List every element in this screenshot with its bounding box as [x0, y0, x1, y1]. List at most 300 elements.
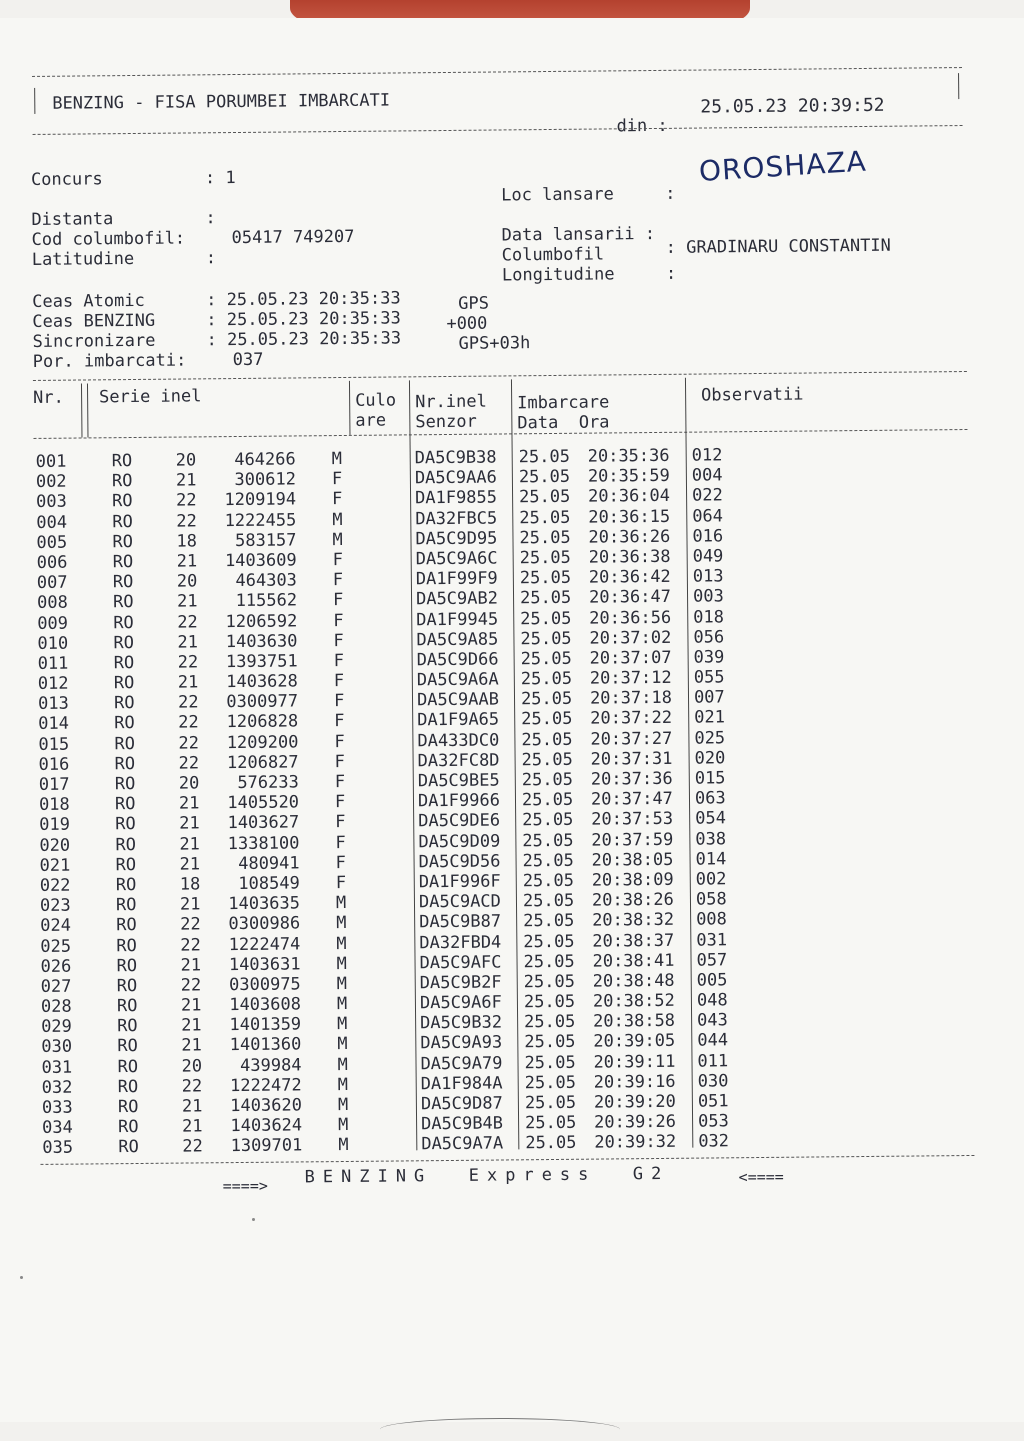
- cell-observation: 057: [696, 950, 727, 970]
- table-bottom-rule: [40, 1155, 974, 1165]
- cell-sensor-tag: DA5C9B4B: [421, 1114, 503, 1135]
- cell-sensor-tag: DA1F996F: [419, 871, 501, 892]
- cell-ring-year: 22: [176, 511, 197, 531]
- cell-ring-number: 1222474: [212, 934, 300, 955]
- columbofil-label: Columbofil: [502, 244, 605, 265]
- cell-board-time: 20:38:41: [592, 951, 674, 972]
- cell-board-date: 25.05: [519, 467, 570, 488]
- cell-ring-year: 18: [176, 531, 197, 551]
- cell-board-date: 25.05: [523, 911, 574, 932]
- cell-observation: 005: [697, 970, 728, 990]
- cell-ring-number: 0300986: [212, 914, 300, 935]
- cell-board-date: 25.05: [524, 992, 575, 1013]
- cell-country-code: RO: [116, 875, 137, 895]
- cell-board-time: 20:39:16: [594, 1072, 676, 1093]
- cell-country-code: RO: [112, 512, 133, 532]
- cell-ring-year: 22: [178, 713, 199, 733]
- cell-observation: 055: [694, 667, 725, 687]
- cell-ring-number: 1309701: [214, 1136, 302, 1157]
- cell-sensor-tag: DA32FBC5: [415, 508, 497, 529]
- cell-ring-number: 1403608: [213, 994, 301, 1015]
- cell-ring-number: 1338100: [211, 833, 299, 854]
- sincronizare-label: Sincronizare: [32, 331, 155, 352]
- cell-observation: 015: [695, 768, 726, 788]
- cell-country-code: RO: [112, 471, 133, 491]
- cell-country-code: RO: [115, 774, 136, 794]
- cell-board-time: 20:36:04: [588, 486, 670, 507]
- cell-row-number: 011: [38, 654, 69, 674]
- cell-row-number: 034: [42, 1118, 73, 1138]
- cell-ring-year: 22: [179, 753, 200, 773]
- footer-arrow-right: <====: [739, 1167, 784, 1188]
- cell-board-time: 20:37:18: [590, 688, 672, 709]
- cell-country-code: RO: [114, 693, 135, 713]
- sep-serie: [349, 381, 351, 435]
- cell-country-code: RO: [118, 1137, 139, 1157]
- din-label: din :: [616, 116, 667, 137]
- cell-ring-number: 439984: [213, 1055, 301, 1076]
- cell-row-number: 002: [36, 472, 67, 492]
- col-observatii-header: Observatii: [701, 385, 804, 406]
- cell-ring-number: 1403635: [212, 894, 300, 915]
- cell-row-number: 033: [42, 1098, 73, 1118]
- cell-row-number: 020: [39, 835, 70, 855]
- cell-ring-number: 1222455: [208, 510, 296, 531]
- cell-country-code: RO: [116, 855, 137, 875]
- cell-observation: 008: [696, 910, 727, 930]
- cell-board-date: 25.05: [519, 487, 570, 508]
- cell-sensor-tag: DA5C9A6A: [417, 670, 499, 691]
- cell-board-time: 20:37:12: [590, 668, 672, 689]
- cell-sensor-tag: DA5C9AFC: [419, 952, 501, 973]
- loc-lansare-colon: :: [665, 184, 675, 204]
- cell-sex: F: [333, 610, 343, 630]
- cell-observation: 064: [692, 506, 723, 526]
- cell-sex: F: [334, 651, 344, 671]
- cell-country-code: RO: [113, 613, 134, 633]
- cell-board-time: 20:39:26: [594, 1112, 676, 1133]
- cell-sex: M: [332, 530, 342, 550]
- sincronizare-suffix: GPS+03h: [459, 333, 531, 354]
- longitudine-colon: :: [666, 264, 676, 284]
- cell-country-code: RO: [113, 633, 134, 653]
- cell-sex: M: [332, 449, 342, 469]
- cell-board-date: 25.05: [525, 1073, 576, 1094]
- footer-brand: BENZING Express G2: [305, 1164, 670, 1188]
- cell-row-number: 001: [36, 452, 67, 472]
- cod-columbofil-label: Cod columbofil:: [31, 228, 185, 250]
- cell-sensor-tag: DA5C9A7A: [421, 1134, 503, 1155]
- cell-observation: 016: [692, 526, 723, 546]
- cell-ring-number: 1403609: [209, 550, 297, 571]
- cell-country-code: RO: [113, 552, 134, 572]
- cell-row-number: 030: [41, 1037, 72, 1057]
- col-nr-header: Nr.: [33, 388, 64, 408]
- cell-ring-year: 21: [182, 1096, 203, 1116]
- cell-ring-year: 22: [176, 491, 197, 511]
- ceas-benzing-suffix: +000: [446, 314, 487, 335]
- cell-row-number: 019: [39, 815, 70, 835]
- cell-row-number: 018: [39, 795, 70, 815]
- cell-sex: M: [338, 1075, 348, 1095]
- cell-observation: 013: [693, 566, 724, 586]
- porumbei-imbarcati-count: 037: [233, 350, 264, 370]
- sep-nr: [81, 383, 83, 437]
- cell-observation: 038: [695, 829, 726, 849]
- ceas-atomic-label: Ceas Atomic: [32, 291, 145, 312]
- cell-board-date: 25.05: [524, 972, 575, 993]
- cell-sensor-tag: DA5C9D95: [415, 528, 497, 549]
- cell-row-number: 028: [41, 997, 72, 1017]
- cell-board-time: 20:36:47: [589, 587, 671, 608]
- cell-row-number: 031: [41, 1057, 72, 1077]
- cell-country-code: RO: [117, 1057, 138, 1077]
- cell-ring-number: 0300977: [210, 692, 298, 713]
- cell-ring-number: 1405520: [211, 793, 299, 814]
- printout-paper: [0, 18, 1024, 1422]
- cell-observation: 003: [693, 587, 724, 607]
- cell-ring-number: 1403627: [211, 813, 299, 834]
- ceas-atomic-value: : 25.05.23 20:35:33: [206, 288, 401, 310]
- cell-board-date: 25.05: [522, 770, 573, 791]
- cell-board-date: 25.05: [521, 669, 572, 690]
- cell-ring-number: 1393751: [210, 651, 298, 672]
- cell-board-date: 25.05: [521, 689, 572, 710]
- cell-sex: F: [335, 833, 345, 853]
- cell-sex: M: [337, 1014, 347, 1034]
- cell-sex: F: [336, 873, 346, 893]
- cell-country-code: RO: [114, 673, 135, 693]
- cell-board-date: 25.05: [523, 951, 574, 972]
- concurs-label: Concurs: [31, 169, 103, 190]
- cell-observation: 014: [695, 849, 726, 869]
- cell-row-number: 007: [37, 573, 68, 593]
- cell-sex: M: [332, 510, 342, 530]
- cell-ring-number: 1206828: [210, 712, 298, 733]
- cell-board-time: 20:36:15: [588, 506, 670, 527]
- cell-board-date: 25.05: [522, 830, 573, 851]
- cell-row-number: 024: [40, 916, 71, 936]
- cell-board-time: 20:37:27: [590, 728, 672, 749]
- cell-country-code: RO: [115, 794, 136, 814]
- latitudine-colon: :: [206, 248, 216, 268]
- cell-ring-year: 22: [182, 1137, 203, 1157]
- cell-sensor-tag: DA5C9DE6: [418, 811, 500, 832]
- cell-ring-year: 21: [181, 995, 202, 1015]
- cell-observation: 049: [693, 546, 724, 566]
- cell-ring-number: 1209194: [208, 490, 296, 511]
- cell-ring-number: 1403628: [210, 672, 298, 693]
- cell-board-time: 20:38:52: [593, 991, 675, 1012]
- cell-row-number: 023: [40, 896, 71, 916]
- cell-sex: M: [336, 933, 346, 953]
- cell-ring-year: 21: [179, 834, 200, 854]
- cell-ring-number: 115562: [209, 591, 297, 612]
- cell-sex: F: [333, 590, 343, 610]
- sep-nr-2: [87, 383, 89, 437]
- cell-sex: M: [337, 974, 347, 994]
- latitudine-label: Latitudine: [32, 249, 135, 270]
- cell-observation: 018: [693, 607, 724, 627]
- cell-row-number: 022: [40, 876, 71, 896]
- cell-ring-year: 22: [180, 915, 201, 935]
- cell-board-date: 25.05: [521, 729, 572, 750]
- cell-sensor-tag: DA5C9D09: [418, 831, 500, 852]
- col-culoare-header-1: Culo: [355, 390, 396, 411]
- cell-observation: 030: [698, 1071, 729, 1091]
- cell-country-code: RO: [118, 1117, 139, 1137]
- cell-country-code: RO: [113, 572, 134, 592]
- cell-observation: 004: [692, 466, 723, 486]
- cell-board-date: 25.05: [523, 871, 574, 892]
- cell-sensor-tag: DA5C9AB2: [416, 589, 498, 610]
- cell-sex: F: [334, 732, 344, 752]
- cell-board-date: 25.05: [523, 931, 574, 952]
- cell-board-date: 25.05: [525, 1133, 576, 1154]
- cell-row-number: 008: [37, 593, 68, 613]
- cell-country-code: RO: [117, 996, 138, 1016]
- loc-lansare-label: Loc lansare: [501, 184, 614, 205]
- pigeon-table-body: [32, 452, 39, 1159]
- cell-ring-year: 22: [181, 975, 202, 995]
- cell-sensor-tag: DA433DC0: [417, 730, 499, 751]
- cell-ring-number: 300612: [208, 470, 296, 491]
- header-top-rule: [32, 67, 962, 77]
- cell-sensor-tag: DA1F9A65: [417, 710, 499, 731]
- cell-row-number: 027: [41, 977, 72, 997]
- cell-ring-number: 1403631: [212, 954, 300, 975]
- cell-sex: F: [334, 711, 344, 731]
- cell-ring-year: 22: [178, 693, 199, 713]
- benzing-report: [28, 65, 979, 1214]
- cell-row-number: 026: [40, 956, 71, 976]
- cell-ring-number: 1401360: [213, 1035, 301, 1056]
- cell-ring-year: 21: [179, 854, 200, 874]
- cell-board-date: 25.05: [522, 810, 573, 831]
- cell-sensor-tag: DA5C9B32: [420, 1013, 502, 1034]
- cell-country-code: RO: [118, 1097, 139, 1117]
- cell-board-date: 25.05: [520, 588, 571, 609]
- data-lansarii-label: Data lansarii :: [501, 224, 655, 246]
- cell-observation: 053: [698, 1112, 729, 1132]
- header-right-bar: [958, 73, 959, 99]
- cell-sex: F: [333, 631, 343, 651]
- cell-ring-year: 21: [179, 794, 200, 814]
- cell-board-time: 20:35:36: [588, 446, 670, 467]
- paper-speck: [252, 1218, 255, 1221]
- cell-sex: F: [334, 691, 344, 711]
- cell-row-number: 032: [42, 1077, 73, 1097]
- columbofil-value: : GRADINARU CONSTANTIN: [666, 236, 891, 258]
- cell-sex: F: [332, 469, 342, 489]
- table-header-rule: [33, 429, 967, 439]
- cell-observation: 043: [697, 1011, 728, 1031]
- cell-board-time: 20:36:38: [589, 547, 671, 568]
- cell-sensor-tag: DA5C9D87: [421, 1093, 503, 1114]
- cell-sex: M: [338, 1095, 348, 1115]
- cell-sensor-tag: DA5C9A85: [416, 629, 498, 650]
- cell-board-time: 20:39:20: [594, 1092, 676, 1113]
- cell-board-date: 25.05: [519, 447, 570, 468]
- cell-sex: F: [334, 671, 344, 691]
- cell-sex: M: [336, 893, 346, 913]
- cell-country-code: RO: [115, 754, 136, 774]
- cell-sensor-tag: DA1F984A: [421, 1073, 503, 1094]
- footer-arrow-left: ====>: [223, 1176, 268, 1197]
- cell-sex: F: [335, 752, 345, 772]
- cell-ring-year: 21: [178, 672, 199, 692]
- cod-columbofil-value: 05417 749207: [231, 227, 354, 248]
- paper-edge: [380, 1418, 620, 1441]
- distanta-colon: :: [205, 208, 215, 228]
- cell-row-number: 015: [38, 734, 69, 754]
- distanta-label: Distanta: [31, 209, 113, 230]
- header-bottom-rule: [33, 125, 963, 135]
- col-nrinel-header-1: Nr.inel: [415, 392, 487, 413]
- cell-board-time: 20:37:59: [591, 829, 673, 850]
- cell-country-code: RO: [116, 935, 137, 955]
- ceas-benzing-value: : 25.05.23 20:35:33: [206, 308, 401, 330]
- sincronizare-value: : 25.05.23 20:35:33: [206, 328, 401, 350]
- cell-sensor-tag: DA5C9A6F: [420, 993, 502, 1014]
- cell-board-time: 20:36:56: [589, 607, 671, 628]
- cell-sensor-tag: DA1F9966: [418, 791, 500, 812]
- cell-country-code: RO: [112, 451, 133, 471]
- cell-observation: 020: [695, 748, 726, 768]
- cell-ring-year: 21: [180, 955, 201, 975]
- cell-row-number: 003: [36, 492, 67, 512]
- cell-row-number: 014: [38, 714, 69, 734]
- cell-sex: M: [338, 1115, 348, 1135]
- table-top-rule: [33, 371, 967, 381]
- cell-observation: 002: [696, 869, 727, 889]
- cell-row-number: 005: [36, 532, 67, 552]
- cell-board-date: 25.05: [522, 851, 573, 872]
- cell-sensor-tag: DA5C9A6C: [416, 548, 498, 569]
- cell-sex: F: [335, 812, 345, 832]
- cell-row-number: 006: [37, 553, 68, 573]
- cell-observation: 054: [695, 809, 726, 829]
- report-title: BENZING - FISA PORUMBEI IMBARCATI: [52, 91, 390, 114]
- cell-ring-year: 21: [177, 632, 198, 652]
- cell-observation: 021: [694, 708, 725, 728]
- cell-board-time: 20:38:05: [591, 850, 673, 871]
- cell-ring-number: 1206592: [209, 611, 297, 632]
- cell-sensor-tag: DA5C9B2F: [420, 972, 502, 993]
- cell-board-time: 20:37:47: [591, 789, 673, 810]
- cell-board-time: 20:37:53: [591, 809, 673, 830]
- cell-board-date: 25.05: [522, 750, 573, 771]
- cell-row-number: 035: [42, 1138, 73, 1158]
- cell-country-code: RO: [117, 1036, 138, 1056]
- cell-ring-year: 20: [179, 773, 200, 793]
- din-timestamp: 25.05.23 20:39:52: [700, 96, 884, 118]
- cell-board-date: 25.05: [521, 709, 572, 730]
- cell-ring-year: 20: [176, 450, 197, 470]
- cell-row-number: 012: [38, 674, 69, 694]
- cell-sensor-tag: DA5C9ACD: [419, 892, 501, 913]
- cell-sex: M: [337, 1055, 347, 1075]
- cell-observation: 031: [696, 930, 727, 950]
- cell-ring-number: 1403624: [214, 1116, 302, 1137]
- cell-sex: F: [335, 853, 345, 873]
- cell-sex: M: [336, 913, 346, 933]
- cell-ring-number: 1222472: [214, 1075, 302, 1096]
- cell-observation: 063: [695, 789, 726, 809]
- cell-board-time: 20:37:02: [589, 628, 671, 649]
- cell-row-number: 016: [39, 754, 70, 774]
- cell-sex: M: [337, 994, 347, 1014]
- cell-observation: 012: [692, 445, 723, 465]
- cell-ring-number: 576233: [211, 772, 299, 793]
- cell-ring-number: 1401359: [213, 1015, 301, 1036]
- cell-row-number: 025: [40, 936, 71, 956]
- cell-sensor-tag: DA5C9A93: [420, 1033, 502, 1054]
- cell-country-code: RO: [117, 976, 138, 996]
- cell-country-code: RO: [117, 1016, 138, 1036]
- cell-ring-year: 22: [178, 733, 199, 753]
- cell-row-number: 004: [36, 512, 67, 532]
- cell-sensor-tag: DA32FBD4: [419, 932, 501, 953]
- cell-ring-year: 21: [180, 895, 201, 915]
- cell-board-time: 20:37:36: [591, 769, 673, 790]
- cell-board-date: 25.05: [519, 507, 570, 528]
- cell-row-number: 017: [39, 775, 70, 795]
- cell-ring-year: 21: [181, 1016, 202, 1036]
- cell-observation: 032: [698, 1132, 729, 1152]
- cell-sex: F: [335, 772, 345, 792]
- cell-country-code: RO: [112, 532, 133, 552]
- cell-sensor-tag: DA5C9D66: [417, 649, 499, 670]
- cell-board-date: 25.05: [520, 568, 571, 589]
- concurs-value: : 1: [205, 168, 236, 188]
- ceas-benzing-label: Ceas BENZING: [32, 311, 155, 332]
- cell-board-time: 20:39:11: [593, 1051, 675, 1072]
- porumbei-imbarcati-label: Por. imbarcati:: [33, 350, 187, 372]
- cell-board-date: 25.05: [523, 891, 574, 912]
- longitudine-label: Longitudine: [502, 264, 615, 285]
- cell-ring-year: 20: [177, 572, 198, 592]
- cell-ring-year: 21: [181, 1036, 202, 1056]
- cell-ring-number: 1209200: [210, 732, 298, 753]
- cell-sex: F: [333, 570, 343, 590]
- cell-country-code: RO: [113, 592, 134, 612]
- cell-board-time: 20:35:59: [588, 466, 670, 487]
- cell-sex: M: [338, 1135, 348, 1155]
- cell-observation: 048: [697, 990, 728, 1010]
- cell-row-number: 009: [37, 613, 68, 633]
- cell-country-code: RO: [114, 653, 135, 673]
- cell-board-date: 25.05: [524, 1052, 575, 1073]
- cell-board-time: 20:36:42: [589, 567, 671, 588]
- cell-ring-year: 21: [177, 592, 198, 612]
- cell-ring-number: 464303: [209, 571, 297, 592]
- cell-board-time: 20:38:37: [592, 930, 674, 951]
- cell-country-code: RO: [116, 895, 137, 915]
- cell-ring-year: 21: [179, 814, 200, 834]
- cell-observation: 056: [693, 627, 724, 647]
- cell-board-date: 25.05: [520, 608, 571, 629]
- cell-ring-year: 21: [176, 471, 197, 491]
- paper-speck: [20, 1276, 23, 1279]
- cell-row-number: 010: [37, 633, 68, 653]
- cell-ring-number: 464266: [208, 449, 296, 470]
- cell-row-number: 013: [38, 694, 69, 714]
- cell-sensor-tag: DA5C9B38: [415, 448, 497, 469]
- cell-observation: 022: [692, 486, 723, 506]
- cell-country-code: RO: [116, 956, 137, 976]
- cell-sensor-tag: DA5C9AAB: [417, 690, 499, 711]
